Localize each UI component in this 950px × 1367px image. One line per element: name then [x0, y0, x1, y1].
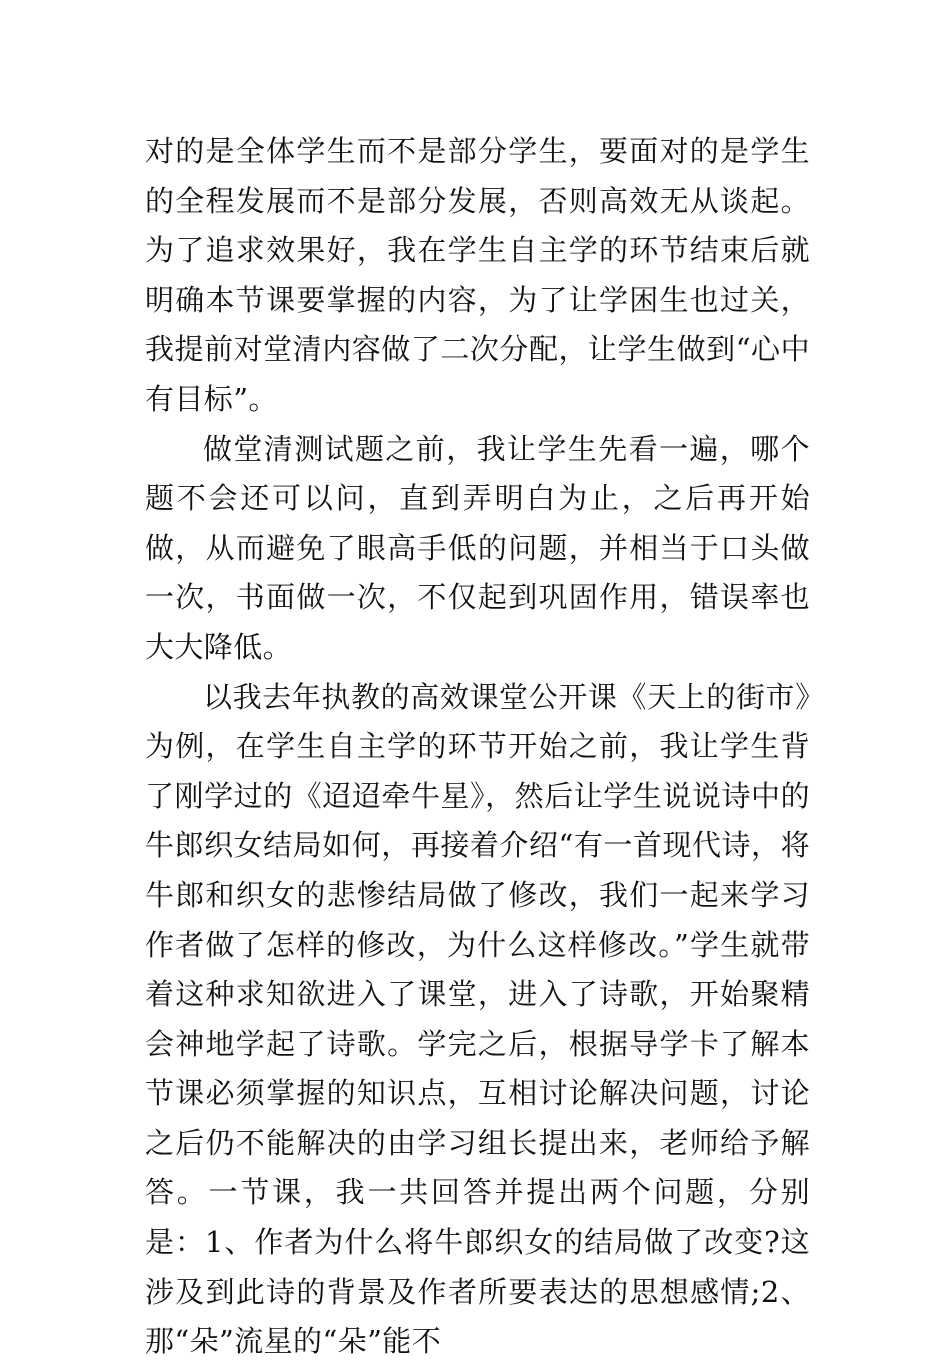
paragraph-2: 做堂清测试题之前，我让学生先看一遍，哪个题不会还可以问，直到弄明白为止，之后再开始做，从而避免了眼高手低的问题，并相当于口头做一次，书面做一次，不仅起到巩固作用，错误率也大大降低。 [145, 431, 810, 664]
paragraph-1: 对的是全体学生而不是部分学生，要面对的是学生的全程发展而不是部分发展，否则高效无从谈起。为了追求效果好，我在学生自主学的环节结束后就明确本节课要掌握的内容，为了让学困生也过关，我提前对堂清内容做了二次分配，让学生做到“心中有目标”。 [145, 134, 810, 416]
document-body [145, 127, 810, 1367]
paragraph-3: 以我去年执教的高效课堂公开课《天上的街市》为例，在学生自主学的环节开始之前，我让学生背了刚学过的《迢迢牵牛星》，然后让学生说说诗中的牛郎织女结局如何，再接着介绍“有一首现代诗，将牛郎和织女的悲惨结局做了修改，我们一起来学习作者做了怎样的修改，为什么这样修改。”学生就带着这种求知欲进入了课堂，进入了诗歌，开始聚精会神地学起了诗歌。学完之后，根据导学卡了解本节课必须掌握的知识点，互相讨论解决问题，讨论之后仍不能解决的由学习组长提出来，老师给予解答。一节课，我一共回答并提出两个问题，分别是：1、作者为什么将牛郎织女的结局做了改变?这涉及到此诗的背景及作者所要表达的思想感情;2、那“朵”流星的“朵”能不 [145, 679, 810, 1359]
